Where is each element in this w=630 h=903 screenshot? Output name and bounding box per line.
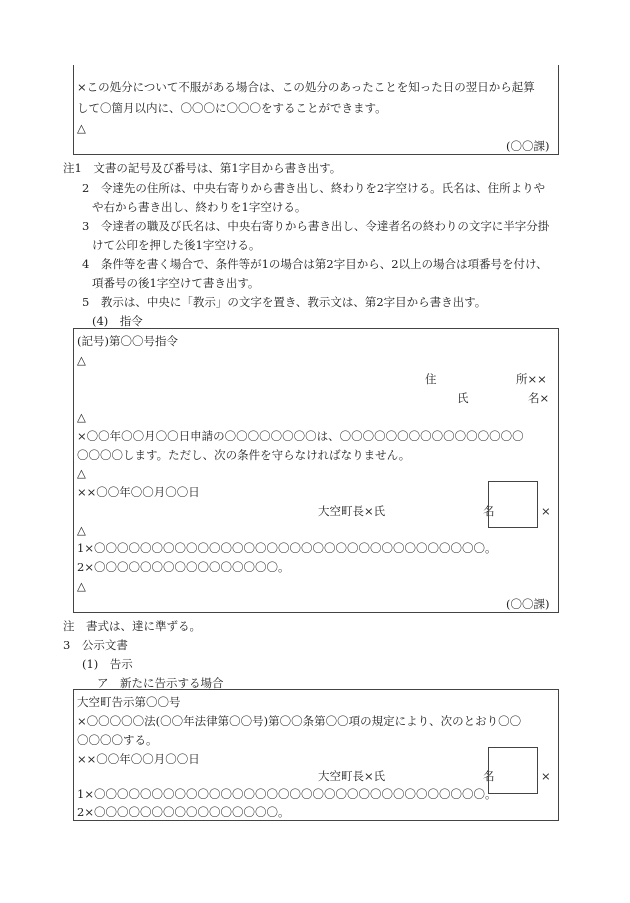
blank-marker: △	[77, 579, 86, 593]
note-2-line-1: 2 令達先の住所は、中央右寄りから書き出し、終わりを2字空ける。氏名は、住所よりや	[82, 181, 546, 195]
blank-marker: △	[77, 410, 86, 424]
address-label-end: 所××	[516, 372, 547, 386]
shirei-code: (記号)第〇〇号指令	[77, 334, 178, 348]
kokuji-item-1: 1×〇〇〇〇〇〇〇〇〇〇〇〇〇〇〇〇〇〇〇〇〇〇〇〇〇〇〇〇〇〇〇〇〇〇。	[77, 787, 497, 801]
note-format: 注 書式は、達に準ずる。	[63, 619, 201, 633]
note-3-line-2: けて公印を押した後1字空ける。	[92, 238, 261, 252]
blank-marker: △	[77, 466, 86, 480]
mayor-title: 大空町長×氏	[318, 504, 386, 518]
kokuji-trailing-space-marker: ×	[541, 769, 551, 783]
blank-marker: △	[77, 523, 86, 537]
official-seal-box	[488, 481, 538, 528]
box1-line-2: して〇箇月以内に、〇〇〇に〇〇〇をすることができます。	[77, 101, 387, 115]
note-5: 5 教示は、中央に「教示」の文字を置き、教示文は、第2字目から書き出す。	[82, 295, 487, 309]
note-2-line-2: や右から書き出し、終わりを1字空ける。	[92, 200, 307, 214]
kokuji-body-line-2: 〇〇〇〇する。	[77, 733, 158, 747]
condition-2: 2×〇〇〇〇〇〇〇〇〇〇〇〇〇〇〇〇。	[77, 560, 290, 574]
kokuji-mayor-name-char: 名	[483, 769, 495, 783]
note-4-line-2: 項番号の後1字空けて書き出す。	[92, 276, 260, 290]
box1-section-label: (〇〇課)	[506, 139, 550, 153]
kokuji-item-2: 2×〇〇〇〇〇〇〇〇〇〇〇〇〇〇〇〇。	[77, 805, 290, 819]
note-3-line-1: 3 令達者の職及び氏名は、中央右寄りから書き出し、令達者名の終わりの文字に半字分掛	[82, 219, 550, 233]
box1-blank-marker: △	[77, 121, 86, 135]
shirei-body-line-1: ×〇〇年〇〇月〇〇日申請の〇〇〇〇〇〇〇〇は、〇〇〇〇〇〇〇〇〇〇〇〇〇〇〇〇	[77, 429, 524, 443]
box1-line-1: ×この処分について不服がある場合は、この処分のあったことを知った日の翌日から起算	[77, 80, 535, 94]
kokuji-code: 大空町告示第〇〇号	[77, 695, 181, 709]
name-label-end: 名×	[528, 391, 550, 405]
mayor-name-char: 名	[483, 504, 495, 518]
condition-1: 1×〇〇〇〇〇〇〇〇〇〇〇〇〇〇〇〇〇〇〇〇〇〇〇〇〇〇〇〇〇〇〇〇〇〇。	[77, 541, 497, 555]
kokuji-body-line-1: ×〇〇〇〇〇法(〇〇年法律第〇〇号)第〇〇条第〇〇項の規定により、次のとおり〇〇	[77, 714, 522, 728]
heading-public-documents: 3 公示文書	[63, 638, 128, 652]
note-4-line-1: 4 条件等を書く場合で、条件等が1の場合は第2字目から、2以上の場合は項番号を付け、	[82, 257, 548, 271]
shirei-date: ××〇〇年〇〇月〇〇日	[77, 485, 200, 499]
kokuji-mayor-title: 大空町長×氏	[318, 769, 386, 783]
note-1: 注1 文書の記号及び番号は、第1字目から書き出す。	[63, 161, 342, 175]
heading-kokuji: (1) 告示	[82, 657, 133, 671]
heading-new-kokuji: ア 新たに告示する場合	[97, 676, 224, 690]
name-label-start: 氏	[457, 391, 469, 405]
kokuji-date: ××〇〇年〇〇月〇〇日	[77, 752, 200, 766]
shirei-body-line-2: 〇〇〇〇します。ただし、次の条件を守らなければなりません。	[77, 448, 411, 462]
address-label-start: 住	[425, 372, 437, 386]
box2-section-label: (〇〇課)	[506, 597, 550, 611]
trailing-space-marker: ×	[541, 504, 551, 518]
blank-marker: △	[77, 353, 86, 367]
section-heading-shirei: (4) 指令	[92, 314, 143, 328]
